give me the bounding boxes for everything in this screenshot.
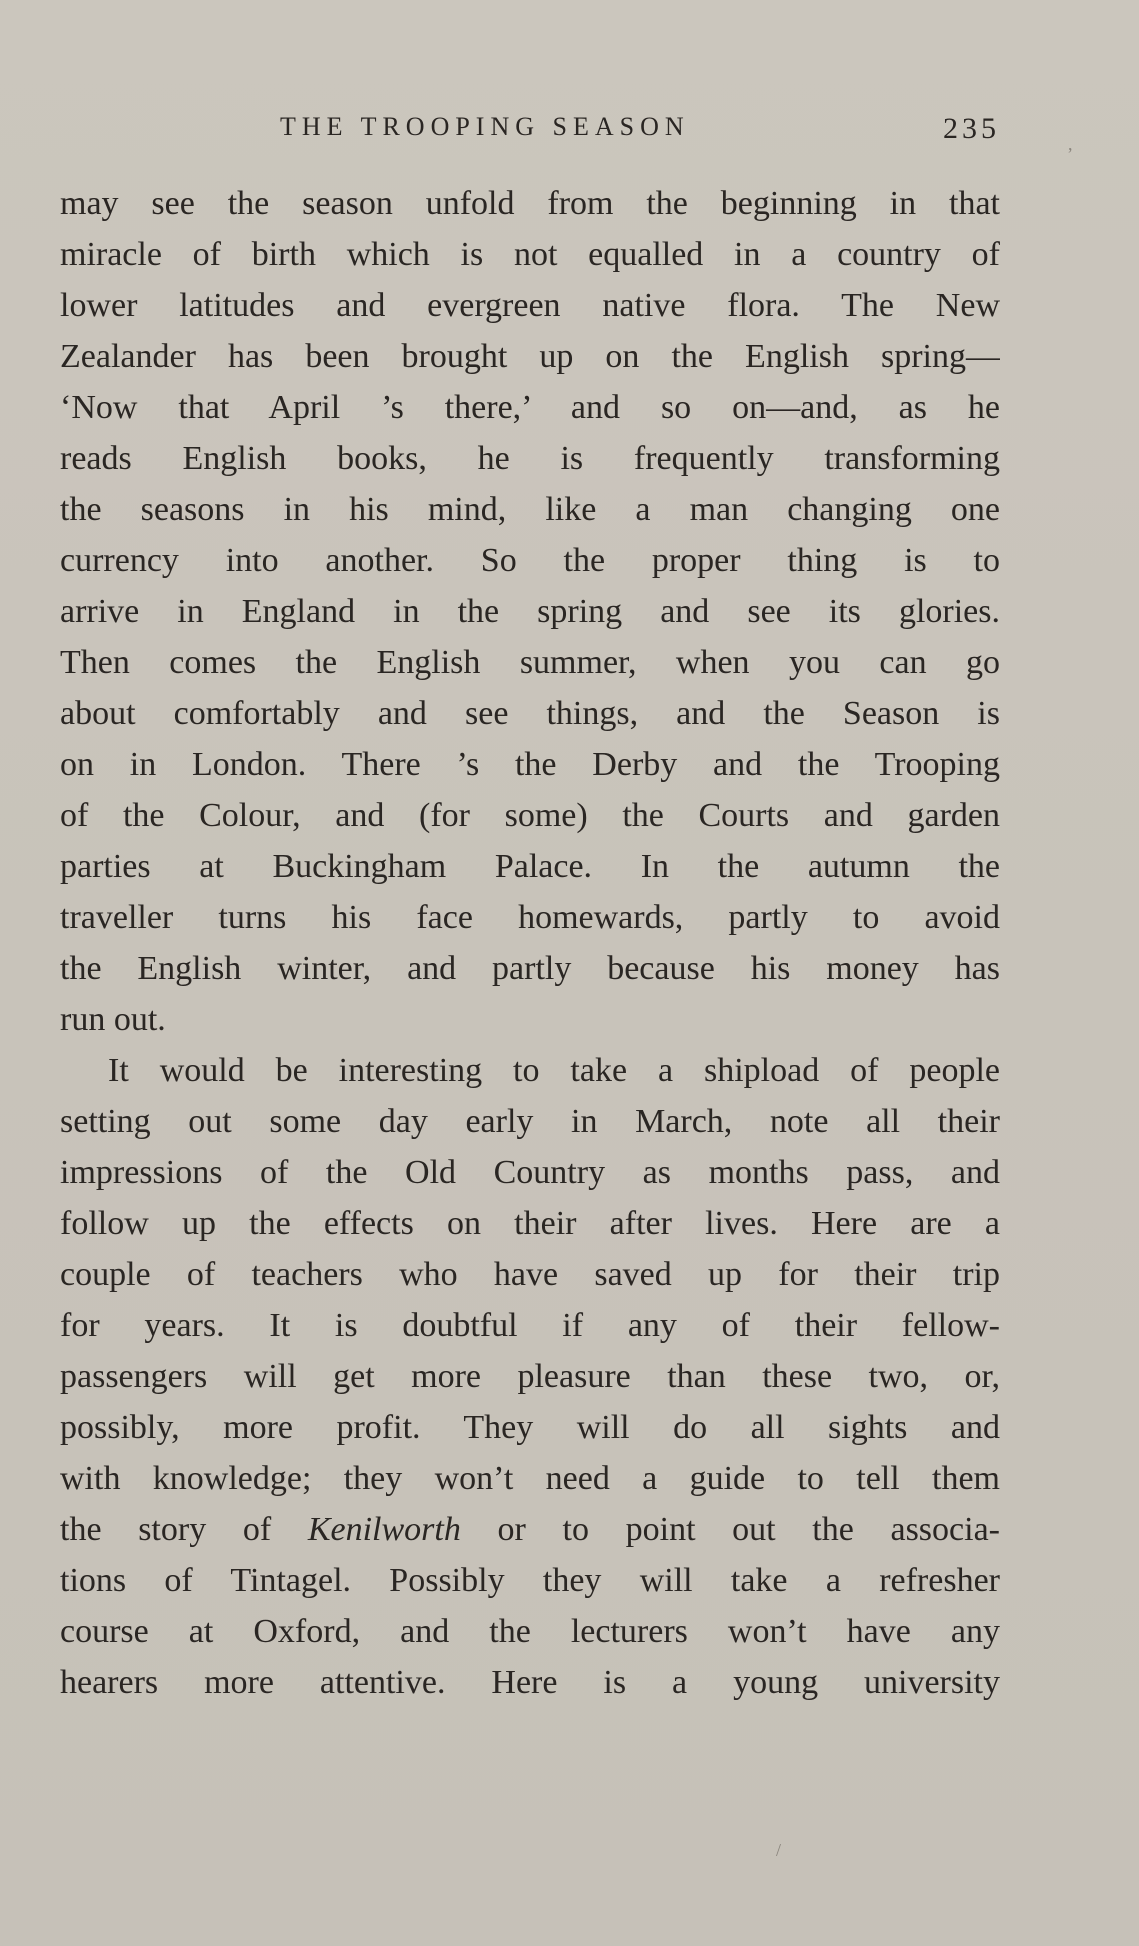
- text-line: currency into another. So the proper thing is to: [60, 542, 1000, 579]
- text-line: reads English books, he is frequently transforming: [60, 440, 1000, 477]
- text-line: course at Oxford, and the lecturers won’t have any: [60, 1613, 1000, 1650]
- text-line: follow up the effects on their after lives. Here are a: [60, 1205, 1000, 1242]
- text-line: impressions of the Old Country as months pass, and: [60, 1154, 1000, 1191]
- running-head: [60, 112, 1000, 152]
- text-line: of the Colour, and (for some) the Courts and garden: [60, 797, 1000, 834]
- text-line: arrive in England in the spring and see its glories.: [60, 593, 1000, 630]
- text-line: couple of teachers who have saved up for their trip: [60, 1256, 1000, 1293]
- text-line: lower latitudes and evergreen native flora. The New: [60, 287, 1000, 324]
- paragraph-2: [60, 1045, 1000, 1708]
- paper-speck: /: [776, 1840, 782, 1860]
- text-line: for years. It is doubtful if any of their fellow-: [60, 1307, 1000, 1344]
- text-line: passengers will get more pleasure than these two, or,: [60, 1358, 1000, 1395]
- text-line: with knowledge; they won’t need a guide to tell them: [60, 1460, 1000, 1497]
- text-line: Zealander has been brought up on the English spring—: [60, 338, 1000, 375]
- text-line: on in London. There ’s the Derby and the Trooping: [60, 746, 1000, 783]
- text-line: parties at Buckingham Palace. In the autumn the: [60, 848, 1000, 885]
- text-line: run out.: [60, 1001, 166, 1038]
- paper-speck: ,: [1068, 134, 1073, 154]
- text-line: possibly, more profit. They will do all sights and: [60, 1409, 1000, 1446]
- text-line: the English winter, and partly because his money has: [60, 950, 1000, 987]
- text-line: It would be interesting to take a shipload of people: [108, 1052, 1000, 1089]
- book-title-kenilworth: Kenilworth: [307, 1511, 461, 1548]
- text-line: miracle of birth which is not equalled in a country of: [60, 236, 1000, 273]
- text-line: hearers more attentive. Here is a young university: [60, 1664, 1000, 1701]
- paragraph-1: [60, 178, 1000, 1045]
- text-line: ‘Now that April ’s there,’ and so on—and, as he: [60, 389, 1000, 426]
- text-line: setting out some day early in March, note all their: [60, 1103, 1000, 1140]
- text-line: traveller turns his face homewards, partly to avoid: [60, 899, 1000, 936]
- text-line: Then comes the English summer, when you can go: [60, 644, 1000, 681]
- text-line: about comfortably and see things, and the Season is: [60, 695, 1000, 732]
- text-line-with-italic: [60, 1504, 1000, 1555]
- text-line: the seasons in his mind, like a man changing one: [60, 491, 1000, 528]
- body-text: [60, 178, 1000, 1708]
- running-title: THE TROOPING SEASON: [280, 112, 690, 141]
- page-number: 235: [943, 112, 1000, 145]
- line-text-after: or to point out the associa-: [460, 1511, 1000, 1548]
- text-line: may see the season unfold from the beginning in that: [60, 185, 1000, 222]
- line-text-before: the story of: [60, 1511, 308, 1548]
- text-line: tions of Tintagel. Possibly they will take a refresher: [60, 1562, 1000, 1599]
